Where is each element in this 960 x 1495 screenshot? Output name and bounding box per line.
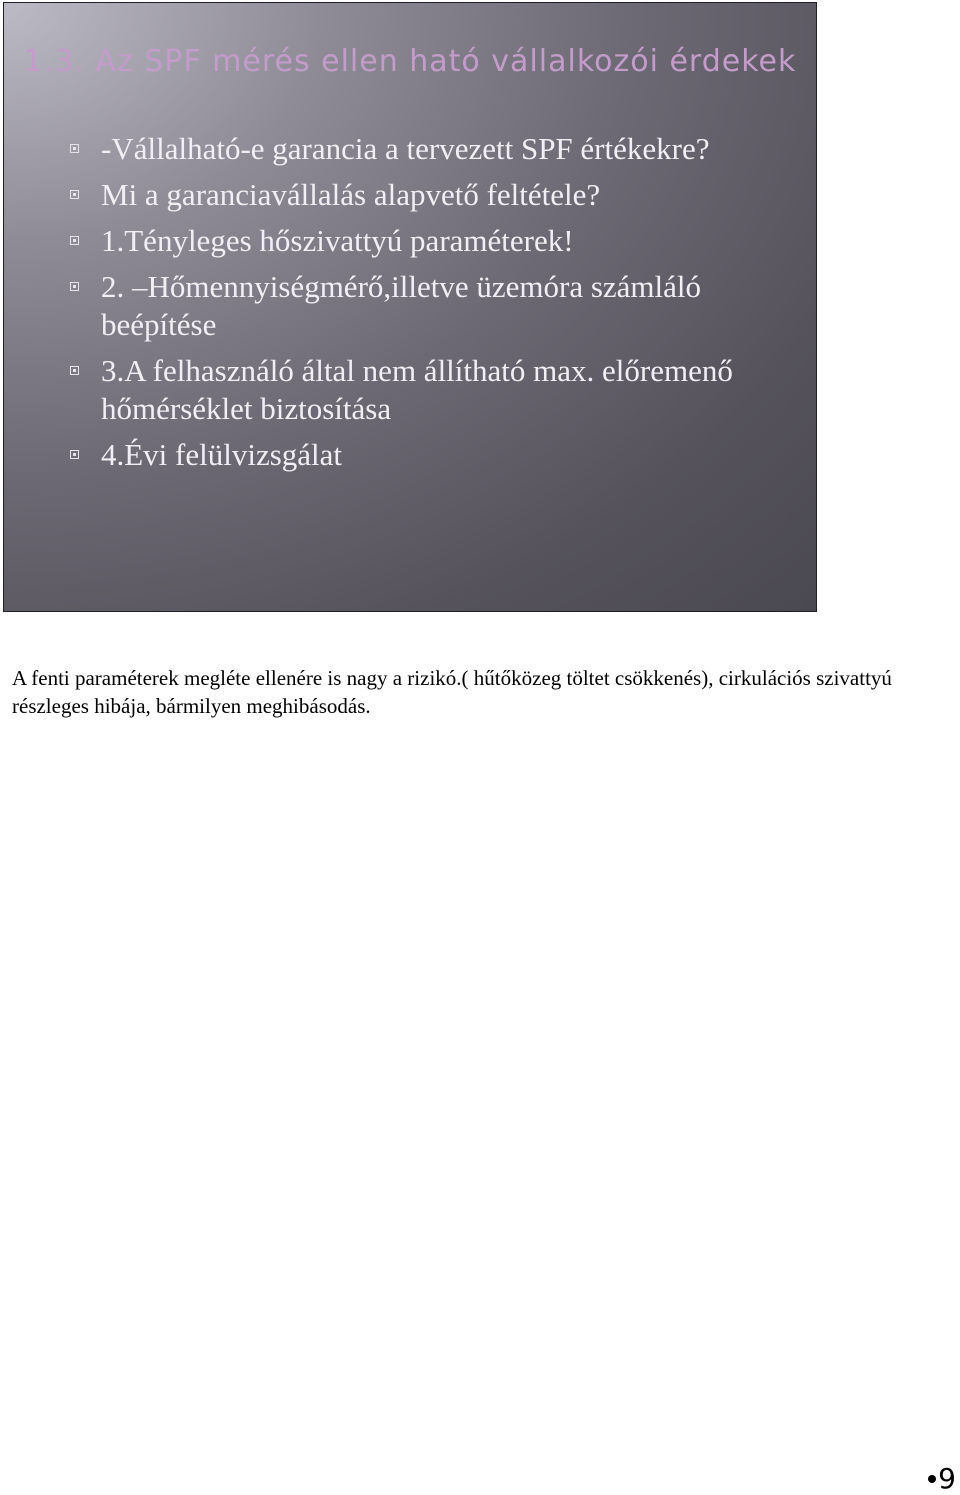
list-item <box>68 436 788 474</box>
square-bullet-icon <box>70 236 79 245</box>
notes-paragraph: A fenti paraméterek megléte ellenére is nagy a rizikó.( hűtőközeg töltet csökkenés), cirkulációs szivattyú részleges hibája, bármilyen meghibásodás. <box>12 666 892 718</box>
bullet-list <box>68 130 788 482</box>
bullet-text: 3.A felhasználó által nem állítható max. előremenő hőmérséklet biztosítása <box>101 353 733 426</box>
slide <box>3 2 817 612</box>
bullet-text: 2. –Hőmennyiségmérő,illetve üzemóra számláló beépítése <box>101 269 702 342</box>
square-bullet-icon <box>70 144 79 153</box>
bullet-text: Mi a garanciavállalás alapvető feltétele? <box>101 177 601 212</box>
square-bullet-icon <box>70 190 79 199</box>
list-item <box>68 130 788 168</box>
bullet-text: 4.Évi felülvizsgálat <box>101 437 343 472</box>
bullet-dot-icon <box>928 1475 936 1483</box>
bullet-text: -Vállalható-e garancia a tervezett SPF értékekre? <box>101 131 710 166</box>
bullet-text: 1.Tényleges hőszivattyú paraméterek! <box>101 223 574 258</box>
list-item <box>68 352 788 428</box>
slide-title: 1.3. Az SPF mérés ellen ható vállalkozói érdekek <box>23 44 797 79</box>
list-item <box>68 268 788 344</box>
page-number-text: 9 <box>938 1462 956 1495</box>
page-number <box>928 1464 956 1494</box>
square-bullet-icon <box>70 282 79 291</box>
square-bullet-icon <box>70 450 79 459</box>
list-item <box>68 222 788 260</box>
list-item <box>68 176 788 214</box>
square-bullet-icon <box>70 366 79 375</box>
